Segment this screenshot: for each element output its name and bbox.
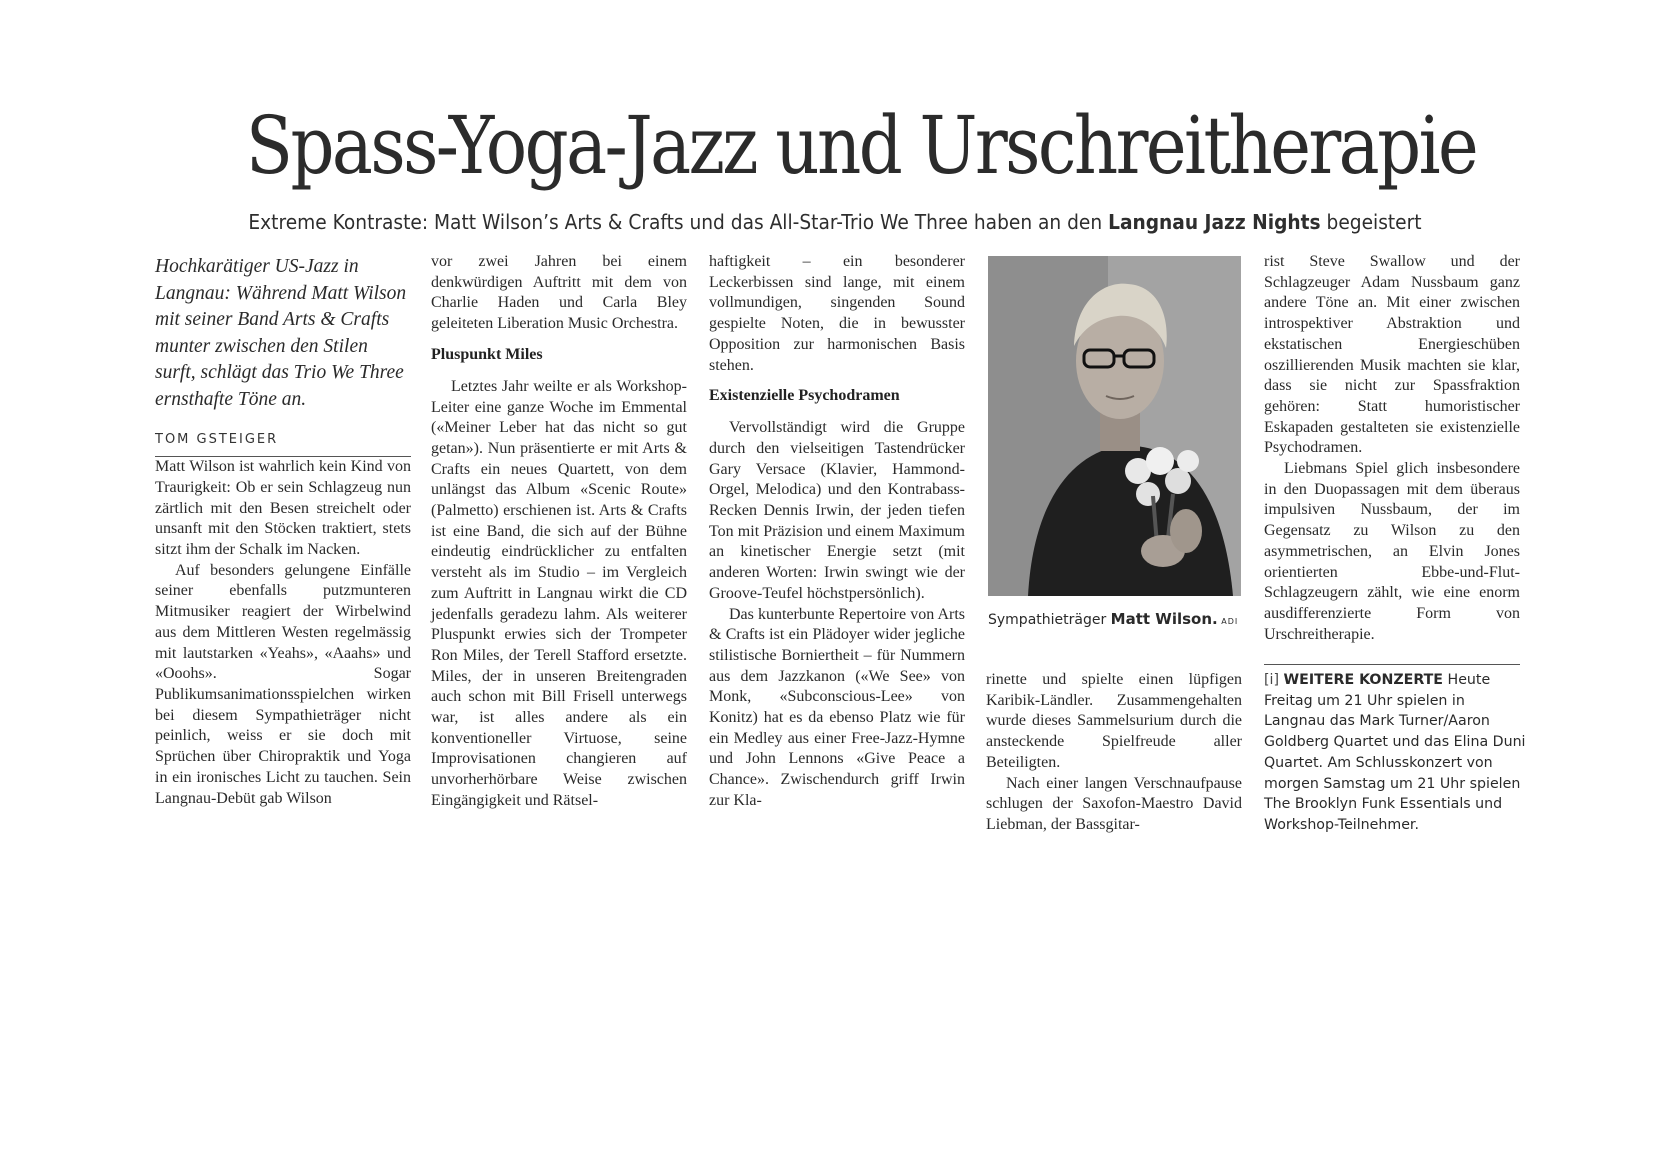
- column-3: [709, 252, 965, 812]
- subhead-text: Extreme Kontraste: Matt Wilson’s Arts & Crafts und das All-Star-Trio We Three haben an den: [248, 210, 1109, 234]
- column-1: [155, 254, 411, 809]
- paragraph: vor zwei Jahren bei einem denkwürdigen Auftritt mit dem von Charlie Haden und Carla Bley geleiteten Liberation Music Orchestra.: [431, 253, 687, 333]
- headline: Spass-Yoga-Jazz und Urschreitherapie: [245, 99, 1477, 192]
- subhead-end: begeistert: [1320, 210, 1422, 234]
- portrait-photo: [988, 256, 1241, 596]
- section-heading: Pluspunkt Miles: [431, 345, 543, 363]
- photo-caption: [988, 610, 1248, 631]
- column-5: [1264, 252, 1520, 645]
- photo-credit: ADI: [1217, 617, 1239, 626]
- info-box-divider: [1264, 664, 1520, 665]
- paragraph: Das kunterbunte Repertoire von Arts & Crafts ist ein Plädoyer wider jegliche stilistische Borniertheit – für Nummern aus dem Jazzkanon («We See» von Monk, «Subconscious-Lee» von Konitz) hat es da ebenso Platz wie für ein Medley aus einer Free-Jazz-Hymne und John Lennons «Give Peace a Chance». Zwischendurch griff Irwin zur Kla-: [709, 605, 965, 809]
- info-icon: [i]: [1264, 672, 1280, 688]
- lead-paragraph: Hochkarätiger US-Jazz in Langnau: Während Matt Wilson mit seiner Band Arts & Crafts munter zwischen den Stilen surft, schlägt das Trio We Three ernsthafte Töne an.: [155, 256, 407, 410]
- column-2: [431, 252, 687, 812]
- column-4: [986, 670, 1242, 836]
- subhead-event: Langnau Jazz Nights: [1108, 210, 1321, 234]
- paragraph: Matt Wilson ist wahrlich kein Kind von Traurigkeit: Ob er sein Schlagzeug nun zärtlich mit den Besen streichelt oder unsanft mit den Stöcken traktiert, stets sitzt ihm der Schalk im Nacken.: [155, 458, 411, 559]
- paragraph: Liebmans Spiel glich insbesondere in den Duopassagen mit dem überaus impulsiven Nussbaum, der im Gegensatz zu Wilson zu den asymmetrischen, an Elvin Jones orientierten Ebbe-und-Flut-Schlagzeugern zählt, wie eine enorm ausdifferenzierte Form von Urschreitherapie.: [1264, 460, 1520, 643]
- paragraph: Vervollständigt wird die Gruppe durch den vielseitigen Tastendrücker Gary Versace (Klavier, Hammond-Orgel, Melodica) und den Kontrabass-Recken Dennis Irwin, der jeden tiefen Ton mit Präzision und einem Maximum an kinetischer Energie setzt (mit anderen Worten: Irwin swingt wie der Groove-Teufel höchstpersönlich).: [709, 419, 965, 602]
- paragraph: rist Steve Swallow und der Schlagzeuger Adam Nussbaum ganz andere Töne an. Mit einer zwischen introspektiver Abstraktion und ekstatischen Energieschüben oszillierenden Musik machten sie klar, dass sie nicht zur Spassfraktion gehören: Statt humoristischer Eskapaden gestalteten sie existenzielle Psychodramen.: [1264, 253, 1520, 457]
- paragraph: Auf besonders gelungene Einfälle seiner ebenfalls putzmunteren Mitmusiker reagiert der Wirbelwind aus dem Mittleren Westen regelmässig mit lautstarken «Yeahs», «Aaahs» und «Ooohs». Sogar Publikumsanimationsspielchen wirken bei diesem Sympathieträger nicht peinlich, weiss er sie doch mit Sprüchen über Chiropraktik und Yoga in ein ironisches Licht zu tauchen. Sein Langnau-Debüt gab Wilson: [155, 561, 411, 807]
- paragraph: rinette und spielte einen lüpfigen Karibik-Ländler. Zusammengehalten wurde dieses Sammelsurium durch die ansteckende Spielfreude aller Beteiligten.: [986, 671, 1242, 771]
- paragraph: Nach einer langen Verschnaufpause schlugen der Saxofon-Maestro David Liebman, der Bassgitar-: [986, 774, 1242, 833]
- author-byline: TOM GSTEIGER: [155, 430, 411, 458]
- info-box: [1264, 670, 1526, 836]
- info-heading: WEITERE KONZERTE: [1283, 672, 1444, 688]
- paragraph: Letztes Jahr weilte er als Workshop-Leiter eine ganze Woche im Emmental («Meiner Leber hat das nicht so gut getan»). Nun präsentierte er mit Arts & Crafts ein neues Quartett, von dem unlängst das Album «Scenic Route» (Palmetto) erschienen ist. Arts & Crafts ist eine Band, die sich auf der Bühne eindeutig eindrücklicher zu entfalten versteht als im Studio – im Vergleich zum Auftritt in Langnau wirkt die CD jedenfalls geradezu lahm. Als weiterer Pluspunkt erwies sich der Trompeter Ron Miles, der Terell Stafford ersetzte. Miles, der in unseren Breitengraden auch schon mit Bill Frisell unterwegs war, ist alles andere als ein konventioneller Virtuose, seine Improvisationen changieren auf unvorherhörbare Weise zwischen Eingängigkeit und Rätsel-: [431, 377, 687, 809]
- paragraph: haftigkeit – ein besonderer Leckerbissen sind lange, mit einem vollmundigen, singenden Sound gespielte Noten, die in bewusster Opposition zur harmonischen Basis stehen.: [709, 253, 965, 374]
- info-text: Heute Freitag um 21 Uhr spielen in Langnau das Mark Turner/Aaron Goldberg Quartet und das Elina Duni Quartet. Am Schlusskonzert von morgen Samstag um 21 Uhr spielen The Brooklyn Funk Essentials und Workshop-Teilnehmer.: [1264, 672, 1526, 833]
- subheadline: [198, 208, 1472, 236]
- section-heading: Existenzielle Psychodramen: [709, 387, 900, 405]
- caption-name: Matt Wilson.: [1110, 610, 1218, 628]
- portrait-photo-icon: [988, 256, 1241, 596]
- caption-text: Sympathieträger: [988, 612, 1111, 628]
